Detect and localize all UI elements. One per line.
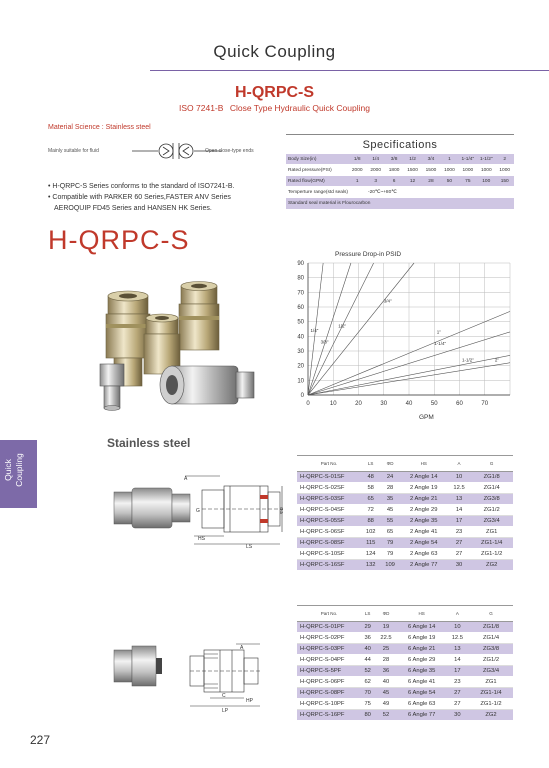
- table-cell: 30: [446, 710, 469, 721]
- table-cell: 2 Angle 35: [400, 516, 448, 527]
- table-cell: 58: [361, 483, 380, 494]
- table-cell: 109: [380, 560, 399, 571]
- table-cell: 6 Angle 29: [398, 655, 446, 666]
- y-tick-label: 20: [297, 363, 304, 370]
- sf-spec-table: [297, 455, 513, 571]
- chart-x-label: GPM: [418, 414, 434, 421]
- table-header: LS: [361, 606, 374, 622]
- table-cell: 19: [374, 622, 397, 633]
- table-cell: 49: [374, 699, 397, 710]
- drawing-label-lp: LP: [222, 708, 229, 714]
- side-tab-line-1: Quick: [3, 459, 13, 481]
- table-header-row: [297, 606, 513, 622]
- photo-caption: Stainless steel: [107, 436, 191, 450]
- table-row: [297, 710, 513, 721]
- table-cell: 12.5: [448, 483, 471, 494]
- table-cell: 48: [361, 472, 380, 483]
- table-cell: 6 Angle 14: [398, 622, 446, 633]
- series-label: 1/2": [338, 323, 347, 329]
- drawing-label-c: C: [222, 693, 226, 699]
- table-cell: 2 Angle 14: [400, 472, 448, 483]
- table-cell: ZG1/8: [470, 472, 513, 483]
- table-header-row: [297, 456, 513, 472]
- chart-labels: [311, 299, 500, 363]
- y-tick-label: 60: [297, 305, 304, 311]
- coupling-symbol: [40, 138, 280, 164]
- table-cell: 88: [361, 516, 380, 527]
- specifications-title: Specifications: [286, 134, 514, 154]
- table-cell: 2 Angle 21: [400, 494, 448, 505]
- table-cell: 6 Angle 77: [398, 710, 446, 721]
- table-cell: 40: [374, 677, 397, 688]
- table-header: HS: [400, 456, 448, 472]
- series-line: [308, 263, 414, 395]
- spec-cell: 3: [374, 179, 377, 184]
- product-code: H-QRPC-S: [234, 84, 315, 101]
- table-row: [297, 538, 513, 549]
- table-cell: 14: [448, 505, 471, 516]
- table-cell: 2 Angle 29: [400, 505, 448, 516]
- table-cell: ZG1-1/2: [470, 549, 513, 560]
- table-cell: 44: [361, 655, 374, 666]
- x-tick-label: 10: [329, 401, 337, 407]
- table-cell: 22.5: [374, 633, 397, 644]
- spec-cell: 1: [355, 179, 359, 184]
- material-label: Material Science : Stainless steel: [48, 124, 151, 131]
- table-header: HS: [398, 606, 446, 622]
- spec-note: Standard seal material is Flourocarbon: [286, 198, 514, 209]
- table-cell: ZG1/4: [469, 633, 513, 644]
- table-cell: 17: [448, 516, 471, 527]
- table-cell: ZG1/4: [470, 483, 513, 494]
- spec-cell: 3/4: [427, 157, 435, 162]
- table-cell: ZG3/4: [470, 516, 513, 527]
- table-cell: 2 Angle 54: [400, 538, 448, 549]
- series-label: 1": [436, 329, 441, 335]
- part-number-cell: H-QRPC-S-5PF: [297, 666, 361, 677]
- table-cell: 2 Angle 41: [400, 527, 448, 538]
- table-cell: ZG1: [469, 677, 513, 688]
- x-tick-label: 40: [405, 401, 413, 407]
- table-cell: 6 Angle 63: [398, 699, 446, 710]
- spec-label: Rated pressure(PSI): [288, 168, 332, 173]
- spec-cell: -20℃~+80℃: [368, 190, 397, 195]
- series-line: [308, 355, 510, 395]
- spec-row-flow: [286, 176, 514, 187]
- big-product-code: H-QRPC-S: [48, 225, 190, 255]
- table-cell: 30: [448, 560, 471, 571]
- spec-label: Rated flow(GPM): [288, 179, 325, 184]
- drawing-label-ls: LS: [246, 544, 253, 550]
- table-cell: 36: [361, 633, 374, 644]
- table-row: [297, 622, 513, 633]
- y-tick-label: 80: [297, 275, 304, 282]
- y-tick-label: 40: [297, 334, 304, 341]
- table-cell: 72: [361, 505, 380, 516]
- spec-cell: 2: [503, 157, 507, 162]
- pf-spec-table: [297, 605, 513, 721]
- series-line: [308, 363, 510, 395]
- table-cell: 55: [380, 516, 399, 527]
- part-number-cell: H-QRPC-S-08SF: [297, 538, 361, 549]
- table-cell: 2 Angle 19: [400, 483, 448, 494]
- spec-cell: 1-1/4": [461, 157, 475, 162]
- spec-cell: 1500: [425, 168, 437, 173]
- table-cell: ZG3/4: [469, 666, 513, 677]
- table-cell: ZG3/8: [469, 644, 513, 655]
- table-cell: 2 Angle 77: [400, 560, 448, 571]
- bullet-3: AEROQUIP FD45 Series and HANSEN HK Series.: [54, 205, 212, 212]
- table-cell: 6 Angle 41: [398, 677, 446, 688]
- table-header: ΦD: [374, 606, 397, 622]
- spec-cell: 3/8: [390, 157, 398, 162]
- spec-cell: 150: [500, 179, 509, 184]
- drawing-label-g: G: [196, 508, 200, 514]
- table-row: [297, 677, 513, 688]
- page-number: 227: [30, 733, 51, 747]
- symbol-left-label: Mainly suitable for fluid: [48, 148, 99, 154]
- table-header: LS: [361, 456, 380, 472]
- table-cell: ZG1/2: [470, 505, 513, 516]
- spec-cell: 1: [448, 157, 451, 162]
- table-row: [297, 666, 513, 677]
- table-cell: ZG1/2: [469, 655, 513, 666]
- table-row: [297, 527, 513, 538]
- table-cell: 12.5: [446, 633, 469, 644]
- table-cell: 79: [380, 538, 399, 549]
- part-number-cell: H-QRPC-S-01PF: [297, 622, 361, 633]
- table-cell: 27: [446, 688, 469, 699]
- spec-cell: 12: [409, 179, 416, 184]
- table-header: A: [448, 456, 471, 472]
- table-cell: 28: [374, 655, 397, 666]
- table-cell: 14: [446, 655, 469, 666]
- spec-cell: 1800: [388, 168, 400, 173]
- table-row: [297, 516, 513, 527]
- table-cell: 45: [374, 688, 397, 699]
- part-number-cell: H-QRPC-S-05SF: [297, 516, 361, 527]
- table-cell: 35: [380, 494, 399, 505]
- x-tick-label: 50: [430, 401, 438, 407]
- table-header: Part No.: [297, 606, 361, 622]
- part-number-cell: H-QRPC-S-16SF: [297, 560, 361, 571]
- series-label: 1-1/2": [462, 357, 474, 363]
- product-photo: [86, 256, 266, 431]
- bullet-2: • Compatible with PARKER 60 Series,FASTER ANV Series: [48, 194, 231, 201]
- table-cell: 62: [361, 677, 374, 688]
- part-number-cell: H-QRPC-S-04SF: [297, 505, 361, 516]
- x-tick-label: 20: [355, 401, 362, 407]
- spec-cell: 1000: [499, 168, 511, 173]
- table-cell: 80: [361, 710, 374, 721]
- table-cell: 23: [448, 527, 471, 538]
- x-tick-label: 60: [456, 401, 463, 407]
- y-tick-label: 0: [300, 393, 304, 399]
- table-cell: 25: [374, 644, 397, 655]
- table-cell: 52: [361, 666, 374, 677]
- header-divider: [150, 70, 549, 71]
- spec-label: Temperture range(std seals): [288, 190, 348, 195]
- table-row: [297, 644, 513, 655]
- table-cell: 2 Angle 63: [400, 549, 448, 560]
- series-line: [308, 263, 323, 395]
- table-cell: 79: [380, 549, 399, 560]
- table-row: [297, 494, 513, 505]
- table-cell: 27: [448, 549, 471, 560]
- table-cell: 65: [361, 494, 380, 505]
- drawing-label-hp: HP: [246, 698, 253, 704]
- part-number-cell: H-QRPC-S-08PF: [297, 688, 361, 699]
- table-cell: 6 Angle 21: [398, 644, 446, 655]
- part-number-cell: H-QRPC-S-02PF: [297, 633, 361, 644]
- spec-cell: 1000: [444, 168, 455, 173]
- pf-nipple-drawing: [110, 640, 270, 715]
- spec-label: Body Size(in): [288, 157, 317, 162]
- drawing-label-hs: HS: [198, 536, 205, 542]
- part-number-cell: H-QRPC-S-03SF: [297, 494, 361, 505]
- part-number-cell: H-QRPC-S-01SF: [297, 472, 361, 483]
- table-row: [297, 549, 513, 560]
- table-row: [297, 483, 513, 494]
- table-cell: 36: [374, 666, 397, 677]
- table-cell: 27: [448, 538, 471, 549]
- y-tick-label: 90: [297, 261, 304, 267]
- table-cell: 10: [448, 472, 471, 483]
- product-subtitle: [0, 103, 549, 113]
- table-cell: ZG3/8: [470, 494, 513, 505]
- series-label: 3/4": [383, 298, 392, 304]
- table-row: [297, 472, 513, 483]
- series-label: 3/8": [320, 339, 329, 345]
- table-header: A: [446, 606, 469, 622]
- product-description: Close Type Hydraulic Quick Coupling: [229, 103, 370, 113]
- table-cell: 52: [374, 710, 397, 721]
- page-title: Quick Coupling: [213, 42, 336, 61]
- table-header: G: [469, 606, 513, 622]
- table-cell: 24: [380, 472, 399, 483]
- table-cell: 132: [361, 560, 380, 571]
- x-tick-label: 30: [380, 401, 388, 407]
- table-cell: 23: [446, 677, 469, 688]
- table-cell: ZG2: [470, 560, 513, 571]
- spec-cell: 1000: [480, 168, 492, 173]
- spec-cell: 1000: [462, 168, 474, 173]
- table-header: ΦD: [380, 456, 399, 472]
- part-number-cell: H-QRPC-S-03PF: [297, 644, 361, 655]
- feature-bullets: [48, 181, 234, 214]
- spec-cell: 2000: [370, 168, 381, 173]
- spec-row-size: [286, 154, 514, 165]
- table-cell: 40: [361, 644, 374, 655]
- part-number-cell: H-QRPC-S-16PF: [297, 710, 361, 721]
- sf-coupler-drawing: [110, 470, 285, 550]
- table-cell: 65: [380, 527, 399, 538]
- table-header: G: [470, 456, 513, 472]
- spec-cell: 100: [482, 179, 491, 184]
- spec-cell: 28: [428, 179, 434, 184]
- table-cell: 27: [446, 699, 469, 710]
- table-row: [297, 655, 513, 666]
- y-tick-label: 30: [297, 349, 304, 355]
- spec-cell: 6: [392, 179, 396, 184]
- table-cell: 124: [361, 549, 380, 560]
- table-cell: 70: [361, 688, 374, 699]
- series-label: 2": [494, 357, 499, 363]
- spec-cell: 50: [446, 179, 453, 184]
- table-cell: ZG1-1/4: [469, 688, 513, 699]
- spec-cell: 2000: [351, 168, 363, 173]
- x-tick-label: 70: [481, 401, 489, 407]
- table-cell: ZG1-1/2: [469, 699, 513, 710]
- x-tick-label: 0: [306, 401, 310, 407]
- table-cell: ZG2: [469, 710, 513, 721]
- table-cell: 28: [380, 483, 399, 494]
- spec-row-temperature: [286, 187, 514, 198]
- y-tick-label: 50: [297, 319, 304, 326]
- table-cell: ZG1: [470, 527, 513, 538]
- table-header: Part No.: [297, 456, 361, 472]
- y-tick-label: 10: [297, 378, 304, 385]
- bullet-1: • H-QRPC-S Series conforms to the standard of ISO7241-B.: [48, 183, 235, 190]
- spec-cell: 75: [465, 179, 471, 184]
- y-tick-label: 70: [297, 290, 304, 297]
- table-cell: ZG1-1/4: [470, 538, 513, 549]
- part-number-cell: H-QRPC-S-10SF: [297, 549, 361, 560]
- table-row: [297, 505, 513, 516]
- spec-cell: 1-1/2": [479, 157, 493, 162]
- part-number-cell: H-QRPC-S-06SF: [297, 527, 361, 538]
- table-cell: 13: [446, 644, 469, 655]
- series-label: 1-1/4": [434, 341, 447, 347]
- part-number-cell: H-QRPC-S-04PF: [297, 655, 361, 666]
- part-number-cell: H-QRPC-S-10PF: [297, 699, 361, 710]
- table-row: [297, 633, 513, 644]
- table-cell: 75: [361, 699, 374, 710]
- table-cell: 6 Angle 35: [398, 666, 446, 677]
- spec-row-pressure: [286, 165, 514, 176]
- table-cell: 17: [446, 666, 469, 677]
- part-number-cell: H-QRPC-S-02SF: [297, 483, 361, 494]
- series-line: [308, 263, 374, 395]
- table-cell: ZG1/8: [469, 622, 513, 633]
- series-line: [308, 311, 510, 395]
- table-row: [297, 699, 513, 710]
- table-cell: 45: [380, 505, 399, 516]
- chart-title: Pressure Drop-in PSID: [335, 251, 402, 258]
- product-standard: ISO 7241-B: [179, 103, 224, 113]
- spec-cell: 1/4: [372, 157, 379, 162]
- drawing-label-d: ΦD: [279, 507, 284, 514]
- series-line: [308, 332, 510, 395]
- table-cell: 6 Angle 54: [398, 688, 446, 699]
- drawing-label-a: A: [240, 645, 244, 651]
- chart-series: [308, 263, 510, 395]
- section-side-tab: [0, 440, 37, 508]
- series-label: 1/4": [310, 327, 319, 333]
- part-number-cell: H-QRPC-S-06PF: [297, 677, 361, 688]
- drawing-label-a: A: [184, 476, 188, 482]
- symbol-right-label: Open close-type ends: [205, 148, 254, 154]
- spec-cell: 1/2: [409, 157, 416, 162]
- table-cell: 29: [361, 622, 374, 633]
- chart-grid: [297, 261, 510, 407]
- spec-cell: 1500: [407, 168, 418, 173]
- table-cell: 10: [446, 622, 469, 633]
- table-cell: 102: [361, 527, 380, 538]
- table-cell: 115: [361, 538, 380, 549]
- table-row: [297, 560, 513, 571]
- side-tab-line-2: Coupling: [14, 453, 24, 487]
- table-cell: 13: [448, 494, 471, 505]
- specifications-box: [286, 134, 514, 209]
- table-row: [297, 688, 513, 699]
- spec-cell: 1/8: [353, 157, 361, 162]
- table-cell: 6 Angle 19: [398, 633, 446, 644]
- series-line: [308, 263, 351, 395]
